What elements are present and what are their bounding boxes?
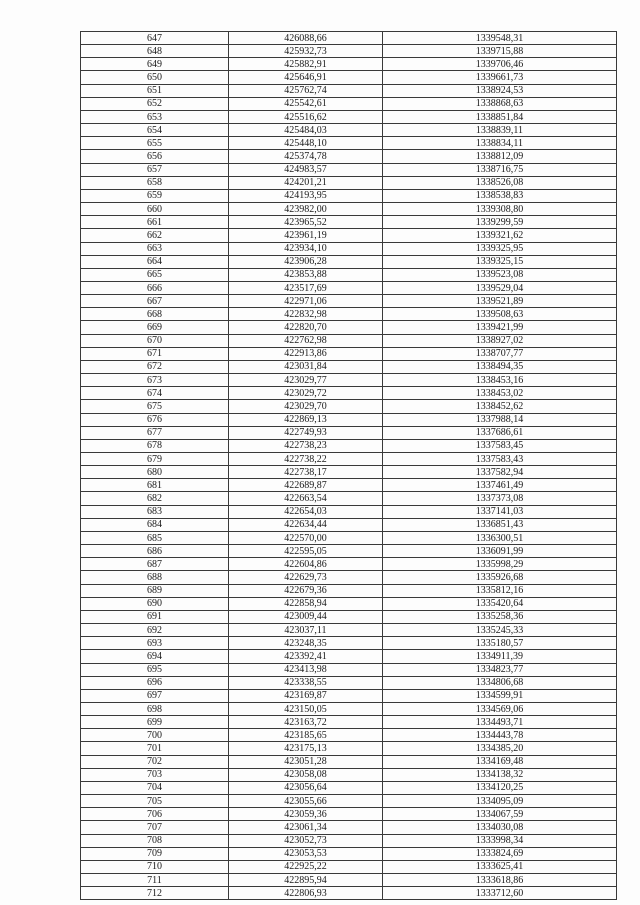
- x-coordinate-cell: 422971,06: [229, 295, 383, 308]
- table-row: [81, 426, 617, 439]
- point-number-cell: 648: [81, 45, 229, 58]
- y-coordinate-cell: 1334385,20: [383, 742, 617, 755]
- table-row: [81, 84, 617, 97]
- y-coordinate-cell: 1333824,69: [383, 847, 617, 860]
- x-coordinate-cell: 423934,10: [229, 242, 383, 255]
- y-coordinate-cell: 1335926,68: [383, 571, 617, 584]
- x-coordinate-cell: 422858,94: [229, 597, 383, 610]
- x-coordinate-cell: 423392,41: [229, 650, 383, 663]
- x-coordinate-cell: 423052,73: [229, 834, 383, 847]
- table-row: [81, 137, 617, 150]
- point-number-cell: 665: [81, 268, 229, 281]
- table-row: [81, 124, 617, 137]
- point-number-cell: 659: [81, 189, 229, 202]
- table-row: [81, 110, 617, 123]
- table-row: [81, 887, 617, 900]
- table-row: [81, 742, 617, 755]
- y-coordinate-cell: 1337583,43: [383, 453, 617, 466]
- x-coordinate-cell: 422925,22: [229, 860, 383, 873]
- y-coordinate-cell: 1338526,08: [383, 176, 617, 189]
- x-coordinate-cell: 425484,03: [229, 124, 383, 137]
- x-coordinate-cell: 423982,00: [229, 203, 383, 216]
- y-coordinate-cell: 1335812,16: [383, 584, 617, 597]
- y-coordinate-cell: 1335180,57: [383, 637, 617, 650]
- y-coordinate-cell: 1338927,02: [383, 334, 617, 347]
- x-coordinate-cell: 423061,34: [229, 821, 383, 834]
- point-number-cell: 660: [81, 203, 229, 216]
- point-number-cell: 693: [81, 637, 229, 650]
- y-coordinate-cell: 1338834,11: [383, 137, 617, 150]
- x-coordinate-cell: 423169,87: [229, 689, 383, 702]
- table-row: [81, 413, 617, 426]
- x-coordinate-cell: 422604,86: [229, 558, 383, 571]
- x-coordinate-cell: 424201,21: [229, 176, 383, 189]
- y-coordinate-cell: 1333625,41: [383, 860, 617, 873]
- x-coordinate-cell: 423053,53: [229, 847, 383, 860]
- x-coordinate-cell: 425448,10: [229, 137, 383, 150]
- y-coordinate-cell: 1339521,89: [383, 295, 617, 308]
- point-number-cell: 705: [81, 795, 229, 808]
- y-coordinate-cell: 1339706,46: [383, 58, 617, 71]
- point-number-cell: 653: [81, 110, 229, 123]
- x-coordinate-cell: 422634,44: [229, 518, 383, 531]
- point-number-cell: 666: [81, 281, 229, 294]
- y-coordinate-cell: 1338452,62: [383, 400, 617, 413]
- y-coordinate-cell: 1337583,45: [383, 439, 617, 452]
- point-number-cell: 649: [81, 58, 229, 71]
- table-row: [81, 571, 617, 584]
- y-coordinate-cell: 1338453,16: [383, 374, 617, 387]
- table-row: [81, 531, 617, 544]
- x-coordinate-cell: 426088,66: [229, 32, 383, 45]
- point-number-cell: 654: [81, 124, 229, 137]
- x-coordinate-cell: 423029,70: [229, 400, 383, 413]
- x-coordinate-cell: 423037,11: [229, 624, 383, 637]
- point-number-cell: 679: [81, 453, 229, 466]
- y-coordinate-cell: 1334493,71: [383, 716, 617, 729]
- table-row: [81, 255, 617, 268]
- x-coordinate-cell: 423413,98: [229, 663, 383, 676]
- y-coordinate-cell: 1338716,75: [383, 163, 617, 176]
- x-coordinate-cell: 425516,62: [229, 110, 383, 123]
- y-coordinate-cell: 1339548,31: [383, 32, 617, 45]
- point-number-cell: 658: [81, 176, 229, 189]
- table-row: [81, 808, 617, 821]
- table-row: [81, 755, 617, 768]
- y-coordinate-cell: 1334138,32: [383, 768, 617, 781]
- coordinates-table-body: [81, 32, 617, 900]
- table-row: [81, 203, 617, 216]
- point-number-cell: 655: [81, 137, 229, 150]
- y-coordinate-cell: 1335998,29: [383, 558, 617, 571]
- y-coordinate-cell: 1334823,77: [383, 663, 617, 676]
- table-row: [81, 584, 617, 597]
- x-coordinate-cell: 425932,73: [229, 45, 383, 58]
- x-coordinate-cell: 424983,57: [229, 163, 383, 176]
- x-coordinate-cell: 425374,78: [229, 150, 383, 163]
- y-coordinate-cell: 1337988,14: [383, 413, 617, 426]
- y-coordinate-cell: 1333618,86: [383, 874, 617, 887]
- table-row: [81, 702, 617, 715]
- table-row: [81, 795, 617, 808]
- x-coordinate-cell: 422629,73: [229, 571, 383, 584]
- x-coordinate-cell: 423029,77: [229, 374, 383, 387]
- table-row: [81, 321, 617, 334]
- x-coordinate-cell: 423150,05: [229, 702, 383, 715]
- table-row: [81, 58, 617, 71]
- x-coordinate-cell: 422679,36: [229, 584, 383, 597]
- point-number-cell: 686: [81, 545, 229, 558]
- table-row: [81, 624, 617, 637]
- point-number-cell: 706: [81, 808, 229, 821]
- x-coordinate-cell: 422663,54: [229, 492, 383, 505]
- table-row: [81, 610, 617, 623]
- x-coordinate-cell: 423029,72: [229, 387, 383, 400]
- y-coordinate-cell: 1336851,43: [383, 518, 617, 531]
- point-number-cell: 675: [81, 400, 229, 413]
- point-number-cell: 711: [81, 874, 229, 887]
- point-number-cell: 704: [81, 781, 229, 794]
- point-number-cell: 708: [81, 834, 229, 847]
- y-coordinate-cell: 1334599,91: [383, 689, 617, 702]
- y-coordinate-cell: 1334806,68: [383, 676, 617, 689]
- x-coordinate-cell: 423163,72: [229, 716, 383, 729]
- table-row: [81, 400, 617, 413]
- y-coordinate-cell: 1338924,53: [383, 84, 617, 97]
- table-row: [81, 834, 617, 847]
- point-number-cell: 669: [81, 321, 229, 334]
- point-number-cell: 682: [81, 492, 229, 505]
- y-coordinate-cell: 1338868,63: [383, 97, 617, 110]
- y-coordinate-cell: 1337141,03: [383, 505, 617, 518]
- table-row: [81, 176, 617, 189]
- y-coordinate-cell: 1334067,59: [383, 808, 617, 821]
- y-coordinate-cell: 1334443,78: [383, 729, 617, 742]
- table-row: [81, 97, 617, 110]
- table-row: [81, 295, 617, 308]
- x-coordinate-cell: 422654,03: [229, 505, 383, 518]
- point-number-cell: 696: [81, 676, 229, 689]
- point-number-cell: 692: [81, 624, 229, 637]
- table-row: [81, 676, 617, 689]
- table-row: [81, 387, 617, 400]
- y-coordinate-cell: 1334095,09: [383, 795, 617, 808]
- table-row: [81, 71, 617, 84]
- table-row: [81, 729, 617, 742]
- table-row: [81, 347, 617, 360]
- x-coordinate-cell: 422595,05: [229, 545, 383, 558]
- table-row: [81, 229, 617, 242]
- point-number-cell: 651: [81, 84, 229, 97]
- table-row: [81, 360, 617, 373]
- y-coordinate-cell: 1338453,02: [383, 387, 617, 400]
- y-coordinate-cell: 1336300,51: [383, 531, 617, 544]
- point-number-cell: 699: [81, 716, 229, 729]
- point-number-cell: 700: [81, 729, 229, 742]
- x-coordinate-cell: 422762,98: [229, 334, 383, 347]
- table-row: [81, 163, 617, 176]
- point-number-cell: 694: [81, 650, 229, 663]
- point-number-cell: 702: [81, 755, 229, 768]
- y-coordinate-cell: 1333712,60: [383, 887, 617, 900]
- x-coordinate-cell: 422749,93: [229, 426, 383, 439]
- table-row: [81, 334, 617, 347]
- x-coordinate-cell: 423248,35: [229, 637, 383, 650]
- table-row: [81, 150, 617, 163]
- coordinates-table: [80, 31, 617, 900]
- y-coordinate-cell: 1335420,64: [383, 597, 617, 610]
- y-coordinate-cell: 1337686,61: [383, 426, 617, 439]
- table-row: [81, 189, 617, 202]
- x-coordinate-cell: 423009,44: [229, 610, 383, 623]
- point-number-cell: 703: [81, 768, 229, 781]
- y-coordinate-cell: 1339421,99: [383, 321, 617, 334]
- point-number-cell: 677: [81, 426, 229, 439]
- table-row: [81, 268, 617, 281]
- x-coordinate-cell: 422869,13: [229, 413, 383, 426]
- point-number-cell: 685: [81, 531, 229, 544]
- point-number-cell: 710: [81, 860, 229, 873]
- point-number-cell: 701: [81, 742, 229, 755]
- y-coordinate-cell: 1337373,08: [383, 492, 617, 505]
- x-coordinate-cell: 423051,28: [229, 755, 383, 768]
- y-coordinate-cell: 1338707,77: [383, 347, 617, 360]
- point-number-cell: 674: [81, 387, 229, 400]
- y-coordinate-cell: 1339508,63: [383, 308, 617, 321]
- x-coordinate-cell: 423056,64: [229, 781, 383, 794]
- x-coordinate-cell: 423853,88: [229, 268, 383, 281]
- point-number-cell: 681: [81, 479, 229, 492]
- x-coordinate-cell: 423055,66: [229, 795, 383, 808]
- point-number-cell: 689: [81, 584, 229, 597]
- y-coordinate-cell: 1334169,48: [383, 755, 617, 768]
- y-coordinate-cell: 1338494,35: [383, 360, 617, 373]
- y-coordinate-cell: 1339325,15: [383, 255, 617, 268]
- point-number-cell: 647: [81, 32, 229, 45]
- x-coordinate-cell: 422689,87: [229, 479, 383, 492]
- table-row: [81, 466, 617, 479]
- x-coordinate-cell: 422832,98: [229, 308, 383, 321]
- x-coordinate-cell: 423965,52: [229, 216, 383, 229]
- x-coordinate-cell: 423058,08: [229, 768, 383, 781]
- y-coordinate-cell: 1333998,34: [383, 834, 617, 847]
- x-coordinate-cell: 422570,00: [229, 531, 383, 544]
- point-number-cell: 712: [81, 887, 229, 900]
- point-number-cell: 687: [81, 558, 229, 571]
- y-coordinate-cell: 1337582,94: [383, 466, 617, 479]
- point-number-cell: 698: [81, 702, 229, 715]
- y-coordinate-cell: 1339325,95: [383, 242, 617, 255]
- point-number-cell: 657: [81, 163, 229, 176]
- y-coordinate-cell: 1339529,04: [383, 281, 617, 294]
- table-row: [81, 505, 617, 518]
- table-row: [81, 45, 617, 58]
- x-coordinate-cell: 423059,36: [229, 808, 383, 821]
- point-number-cell: 664: [81, 255, 229, 268]
- y-coordinate-cell: 1339523,08: [383, 268, 617, 281]
- table-row: [81, 545, 617, 558]
- x-coordinate-cell: 425762,74: [229, 84, 383, 97]
- y-coordinate-cell: 1335258,36: [383, 610, 617, 623]
- x-coordinate-cell: 423961,19: [229, 229, 383, 242]
- y-coordinate-cell: 1339661,73: [383, 71, 617, 84]
- point-number-cell: 671: [81, 347, 229, 360]
- x-coordinate-cell: 425882,91: [229, 58, 383, 71]
- y-coordinate-cell: 1334569,06: [383, 702, 617, 715]
- y-coordinate-cell: 1338851,84: [383, 110, 617, 123]
- y-coordinate-cell: 1339308,80: [383, 203, 617, 216]
- y-coordinate-cell: 1334120,25: [383, 781, 617, 794]
- point-number-cell: 707: [81, 821, 229, 834]
- x-coordinate-cell: 422913,86: [229, 347, 383, 360]
- point-number-cell: 690: [81, 597, 229, 610]
- table-row: [81, 781, 617, 794]
- y-coordinate-cell: 1336091,99: [383, 545, 617, 558]
- point-number-cell: 688: [81, 571, 229, 584]
- y-coordinate-cell: 1338839,11: [383, 124, 617, 137]
- table-row: [81, 860, 617, 873]
- table-row: [81, 518, 617, 531]
- point-number-cell: 709: [81, 847, 229, 860]
- y-coordinate-cell: 1334030,08: [383, 821, 617, 834]
- point-number-cell: 652: [81, 97, 229, 110]
- table-row: [81, 689, 617, 702]
- table-row: [81, 32, 617, 45]
- point-number-cell: 661: [81, 216, 229, 229]
- x-coordinate-cell: 423338,55: [229, 676, 383, 689]
- y-coordinate-cell: 1339715,88: [383, 45, 617, 58]
- point-number-cell: 691: [81, 610, 229, 623]
- x-coordinate-cell: 422820,70: [229, 321, 383, 334]
- x-coordinate-cell: 425542,61: [229, 97, 383, 110]
- y-coordinate-cell: 1337461,49: [383, 479, 617, 492]
- table-row: [81, 663, 617, 676]
- table-row: [81, 216, 617, 229]
- table-row: [81, 479, 617, 492]
- point-number-cell: 670: [81, 334, 229, 347]
- x-coordinate-cell: 423185,65: [229, 729, 383, 742]
- point-number-cell: 684: [81, 518, 229, 531]
- y-coordinate-cell: 1338538,83: [383, 189, 617, 202]
- table-row: [81, 637, 617, 650]
- x-coordinate-cell: 423906,28: [229, 255, 383, 268]
- point-number-cell: 680: [81, 466, 229, 479]
- point-number-cell: 683: [81, 505, 229, 518]
- y-coordinate-cell: 1338812,09: [383, 150, 617, 163]
- table-row: [81, 492, 617, 505]
- table-row: [81, 597, 617, 610]
- table-row: [81, 821, 617, 834]
- y-coordinate-cell: 1334911,39: [383, 650, 617, 663]
- y-coordinate-cell: 1335245,33: [383, 624, 617, 637]
- x-coordinate-cell: 422738,22: [229, 453, 383, 466]
- point-number-cell: 667: [81, 295, 229, 308]
- point-number-cell: 695: [81, 663, 229, 676]
- table-row: [81, 439, 617, 452]
- table-row: [81, 847, 617, 860]
- table-row: [81, 874, 617, 887]
- table-row: [81, 281, 617, 294]
- x-coordinate-cell: 424193,95: [229, 189, 383, 202]
- table-row: [81, 374, 617, 387]
- y-coordinate-cell: 1339299,59: [383, 216, 617, 229]
- point-number-cell: 663: [81, 242, 229, 255]
- x-coordinate-cell: 423175,13: [229, 742, 383, 755]
- point-number-cell: 673: [81, 374, 229, 387]
- table-row: [81, 768, 617, 781]
- table-row: [81, 308, 617, 321]
- x-coordinate-cell: 423517,69: [229, 281, 383, 294]
- x-coordinate-cell: 422738,23: [229, 439, 383, 452]
- table-row: [81, 242, 617, 255]
- table-row: [81, 716, 617, 729]
- point-number-cell: 676: [81, 413, 229, 426]
- x-coordinate-cell: 422738,17: [229, 466, 383, 479]
- table-row: [81, 558, 617, 571]
- point-number-cell: 697: [81, 689, 229, 702]
- x-coordinate-cell: 422895,94: [229, 874, 383, 887]
- x-coordinate-cell: 423031,84: [229, 360, 383, 373]
- point-number-cell: 678: [81, 439, 229, 452]
- point-number-cell: 650: [81, 71, 229, 84]
- table-row: [81, 650, 617, 663]
- point-number-cell: 668: [81, 308, 229, 321]
- y-coordinate-cell: 1339321,62: [383, 229, 617, 242]
- x-coordinate-cell: 422806,93: [229, 887, 383, 900]
- table-row: [81, 453, 617, 466]
- point-number-cell: 656: [81, 150, 229, 163]
- point-number-cell: 672: [81, 360, 229, 373]
- point-number-cell: 662: [81, 229, 229, 242]
- x-coordinate-cell: 425646,91: [229, 71, 383, 84]
